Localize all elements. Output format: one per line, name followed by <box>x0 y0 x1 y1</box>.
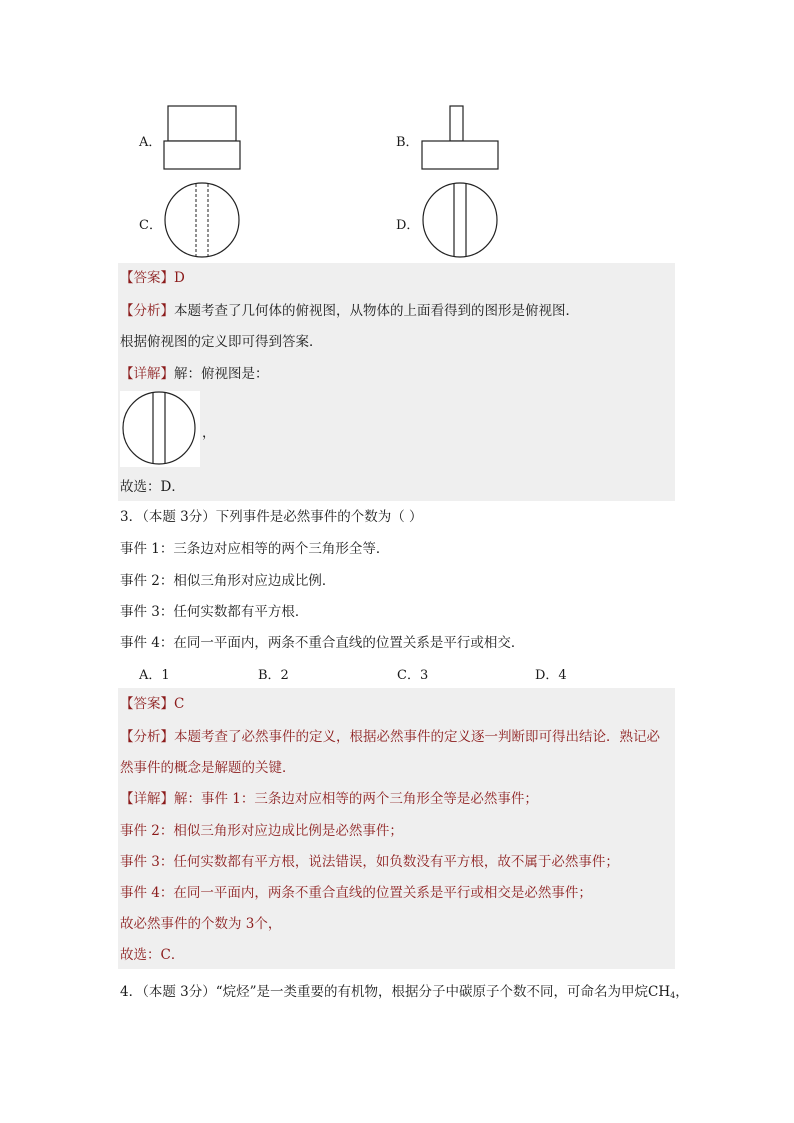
q2-analysis-continued: 根据俯视图的定义即可得到答案． <box>120 334 323 350</box>
q2-analysis: 【分析】本题考查了几何体的俯视图，从物体的上面看得到的图形是俯视图． <box>120 303 579 319</box>
option-c-label: C． <box>139 218 162 233</box>
q3-detail-3: 事件 3：任何实数都有平方根，说法错误，如负数没有平方根，故不属于必然事件； <box>120 854 619 870</box>
q3-event-3: 事件 3：任何实数都有平方根． <box>120 604 309 620</box>
q3-analysis-continued: 然事件的概念是解题的关键． <box>120 760 296 776</box>
q3-detail-1: 【详解】解：事件 1：三条边对应相等的两个三角形全等是必然事件； <box>120 791 538 807</box>
option-a-label: A． <box>139 135 162 150</box>
q2-figure-comma: ， <box>202 425 216 441</box>
option-b-label: B． <box>396 135 419 150</box>
q3-analysis: 【分析】本题考查了必然事件的定义，根据必然事件的定义逐一判断即可得出结论．熟记必 <box>120 729 660 745</box>
option-d-figure <box>418 180 504 260</box>
q4-stem: 4．（本题 3分）“烷烃”是一类重要的有机物，根据分子中碳原子个数不同，可命名为甲烷$CH_4$， <box>120 984 689 1000</box>
q3-choice-a: A．1 <box>139 668 170 683</box>
q3-detail-5: 故必然事件的个数为 3个， <box>120 916 282 932</box>
q3-choice-d: D．4 <box>535 668 567 683</box>
q3-event-1: 事件 1：三条边对应相等的两个三角形全等． <box>120 541 390 557</box>
option-c-figure <box>160 180 246 260</box>
option-a-figure <box>160 100 250 175</box>
q2-top-view-figure <box>120 391 200 467</box>
q2-answer: 【答案】D <box>120 270 185 286</box>
q3-detail-2: 事件 2：相似三角形对应边成比例是必然事件； <box>120 823 403 839</box>
q3-stem: 3．（本题 3分）下列事件是必然事件的个数为（ ） <box>120 509 423 525</box>
q2-top-view-figure-frame <box>120 391 200 467</box>
q3-event-2: 事件 2：相似三角形对应边成比例． <box>120 573 336 589</box>
q3-choice-b: B．2 <box>258 668 289 683</box>
q3-detail-4: 事件 4：在同一平面内，两条不重合直线的位置关系是平行或相交是必然事件； <box>120 885 592 901</box>
option-b-figure <box>416 100 506 175</box>
q3-answer: 【答案】C <box>120 696 185 712</box>
q2-detail: 【详解】解：俯视图是： <box>120 366 269 382</box>
q3-event-4: 事件 4：在同一平面内，两条不重合直线的位置关系是平行或相交． <box>120 635 525 651</box>
q2-choose: 故选：D． <box>120 479 185 495</box>
q3-choice-c: C．3 <box>397 668 429 683</box>
option-d-label: D． <box>396 218 420 233</box>
q3-detail-6: 故选：C． <box>120 947 185 963</box>
